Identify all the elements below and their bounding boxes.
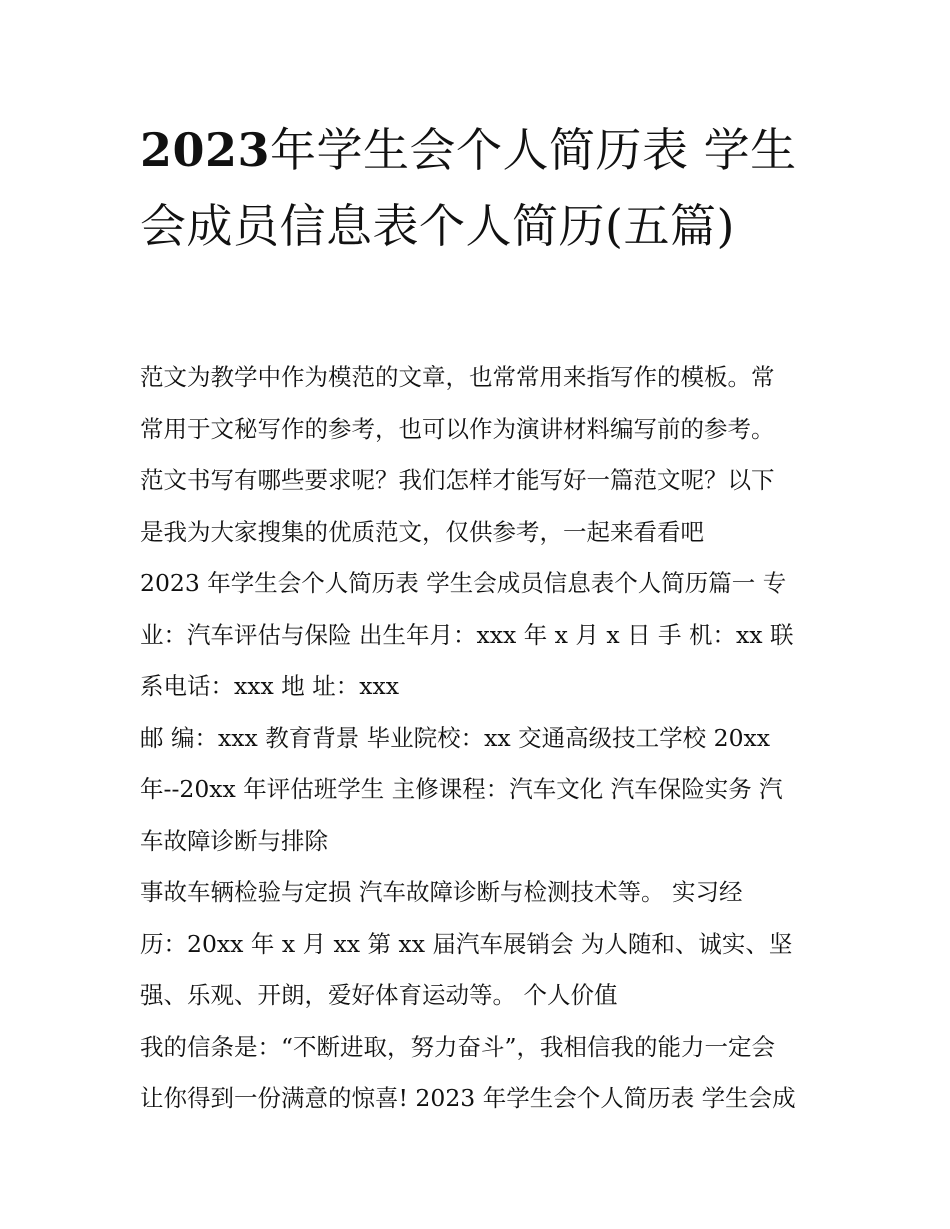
- body-line: 2023 年学生会个人简历表 学生会成员信息表个人简历篇一 专: [140, 569, 787, 597]
- body-line: 强、乐观、开朗，爱好体育运动等。 个人价值: [140, 981, 618, 1009]
- title-year: 2023: [140, 123, 271, 177]
- body-line: 让你得到一份满意的惊喜! 2023 年学生会个人简历表 学生会成: [140, 1084, 796, 1112]
- body-line: 事故车辆检验与定损 汽车故障诊断与检测技术等。 实习经: [140, 878, 743, 906]
- body-line: 年--20xx 年评估班学生 主修课程：汽车文化 汽车保险实务 汽: [140, 775, 783, 803]
- title-text: 年学生会个人简历表 学生会成员信息表个人简历(五篇): [140, 123, 797, 253]
- body-line: 常用于文秘写作的参考，也可以作为演讲材料编写前的参考。: [140, 414, 775, 443]
- body-line: 范文为教学中作为模范的文章，也常常用来指写作的模板。常: [140, 363, 775, 391]
- body-line: 是我为大家搜集的优质范文，仅供参考，一起来看看吧: [140, 517, 704, 546]
- body-line: 范文书写有哪些要求呢？我们怎样才能写好一篇范文呢？以下: [140, 466, 775, 494]
- body-line: 邮 编：xxx 教育背景 毕业院校：xx 交通高级技工学校 20xx: [140, 723, 771, 752]
- body-line: 业：汽车评估与保险 出生年月：xxx 年 x 月 x 日 手 机：xx 联: [140, 620, 794, 649]
- body-line: 历：20xx 年 x 月 xx 第 xx 届汽车展销会 为人随和、诚实、坚: [140, 929, 793, 958]
- document-body: [140, 352, 812, 1125]
- document-title: [140, 112, 820, 264]
- body-line: 车故障诊断与排除: [140, 826, 328, 855]
- body-line: 系电话：xxx 地 址：xxx: [140, 672, 399, 700]
- body-line: 我的信条是：“不断进取，努力奋斗”，我相信我的能力一定会: [140, 1032, 776, 1061]
